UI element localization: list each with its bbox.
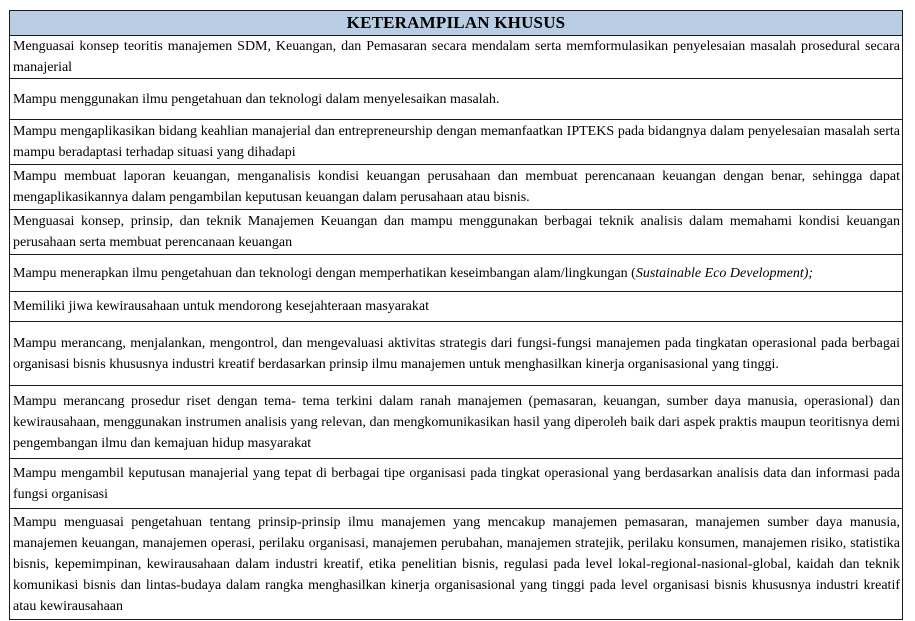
skill-row-6-text: Mampu menerapkan ilmu pengetahuan dan teknologi dengan memperhatikan keseimbangan alam/lingkungan ( [13, 265, 636, 281]
table-row [10, 292, 903, 322]
table-row [10, 255, 903, 292]
skill-row-8: Mampu merancang, menjalankan, mengontrol, dan mengevaluasi aktivitas strategis dari fungsi-fungsi manajemen pada tingkatan operasional pada berbagai organisasi bisnis khususnya industri kreatif berdasarkan prinsip ilmu manajemen untuk menghasilkan kinerja organisasional yang tinggi. [10, 322, 903, 386]
skill-row-1: Menguasai konsep teoritis manajemen SDM, Keuangan, dan Pemasaran secara mendalam serta memformulasikan penyelesaian masalah prosedural secara manajerial [10, 36, 903, 79]
skill-row-9: Mampu merancang prosedur riset dengan tema- tema terkini dalam ranah manajemen (pemasaran, keuangan, sumber daya manusia, operasional) dan kewirausahaan, menggunakan instrumen analisis yang relevan, dan mengkomunikasikan hasil yang diperoleh baik dari aspek praktis maupun teoritisnya demi pengembangan ilmu dan kemajuan hidup masyarakat [10, 386, 903, 459]
skill-row-6 [10, 255, 903, 292]
skill-row-10: Mampu mengambil keputusan manajerial yang tepat di berbagai tipe organisasi pada tingkat operasional yang berdasarkan analisis data dan informasi pada fungsi organisasi [10, 459, 903, 509]
table-row [10, 79, 903, 120]
skill-row-7: Memiliki jiwa kewirausahaan untuk mendorong kesejahteraan masyarakat [10, 292, 903, 322]
skill-row-6-italic: Sustainable Eco Development); [635, 265, 814, 281]
skill-row-5: Menguasai konsep, prinsip, dan teknik Manajemen Keuangan dan mampu menggunakan berbagai teknik analisis dalam memahami kondisi keuangan perusahaan serta membuat perencanaan keuangan [10, 210, 903, 255]
table-row [10, 165, 903, 210]
skills-table [9, 10, 903, 620]
table-row [10, 322, 903, 386]
table-row [10, 386, 903, 459]
table-header: KETERAMPILAN KHUSUS [10, 11, 903, 36]
skill-row-2: Mampu menggunakan ilmu pengetahuan dan teknologi dalam menyelesaikan masalah. [10, 79, 903, 120]
skill-row-4: Mampu membuat laporan keuangan, menganalisis kondisi keuangan perusahaan dan membuat perencanaan keuangan dengan benar, sehingga dapat mengaplikasikannya dalam pengambilan keputusan keuangan dalam perusahaan atau bisnis. [10, 165, 903, 210]
table-header-row [10, 11, 903, 36]
table-row [10, 509, 903, 620]
skill-row-11: Mampu menguasai pengetahuan tentang prinsip-prinsip ilmu manajemen yang mencakup manajemen pemasaran, manajemen sumber daya manusia, manajemen keuangan, manajemen operasi, perilaku organisasi, manajemen perubahan, manajemen stratejik, perilaku konsumen, manajemen risiko, statistika bisnis, kepemimpinan, kewirausahaan dalam industri kreatif, etika penelitian bisnis, regulasi pada level lokal-regional-nasional-global, kaidah dan teknik komunikasi bisnis dan lintas-budaya dalam rangka menghasilkan kinerja organisasional yang tinggi pada level organisasi bisnis khususnya industri kreatif atau kewirausahaan [10, 509, 903, 620]
table-row [10, 210, 903, 255]
table-row [10, 459, 903, 509]
table-row [10, 36, 903, 79]
skills-table-container [9, 10, 903, 620]
skill-row-3: Mampu mengaplikasikan bidang keahlian manajerial dan entrepreneurship dengan memanfaatkan IPTEKS pada bidangnya dalam penyelesaian masalah serta mampu beradaptasi terhadap situasi yang dihadapi [10, 120, 903, 165]
table-row [10, 120, 903, 165]
